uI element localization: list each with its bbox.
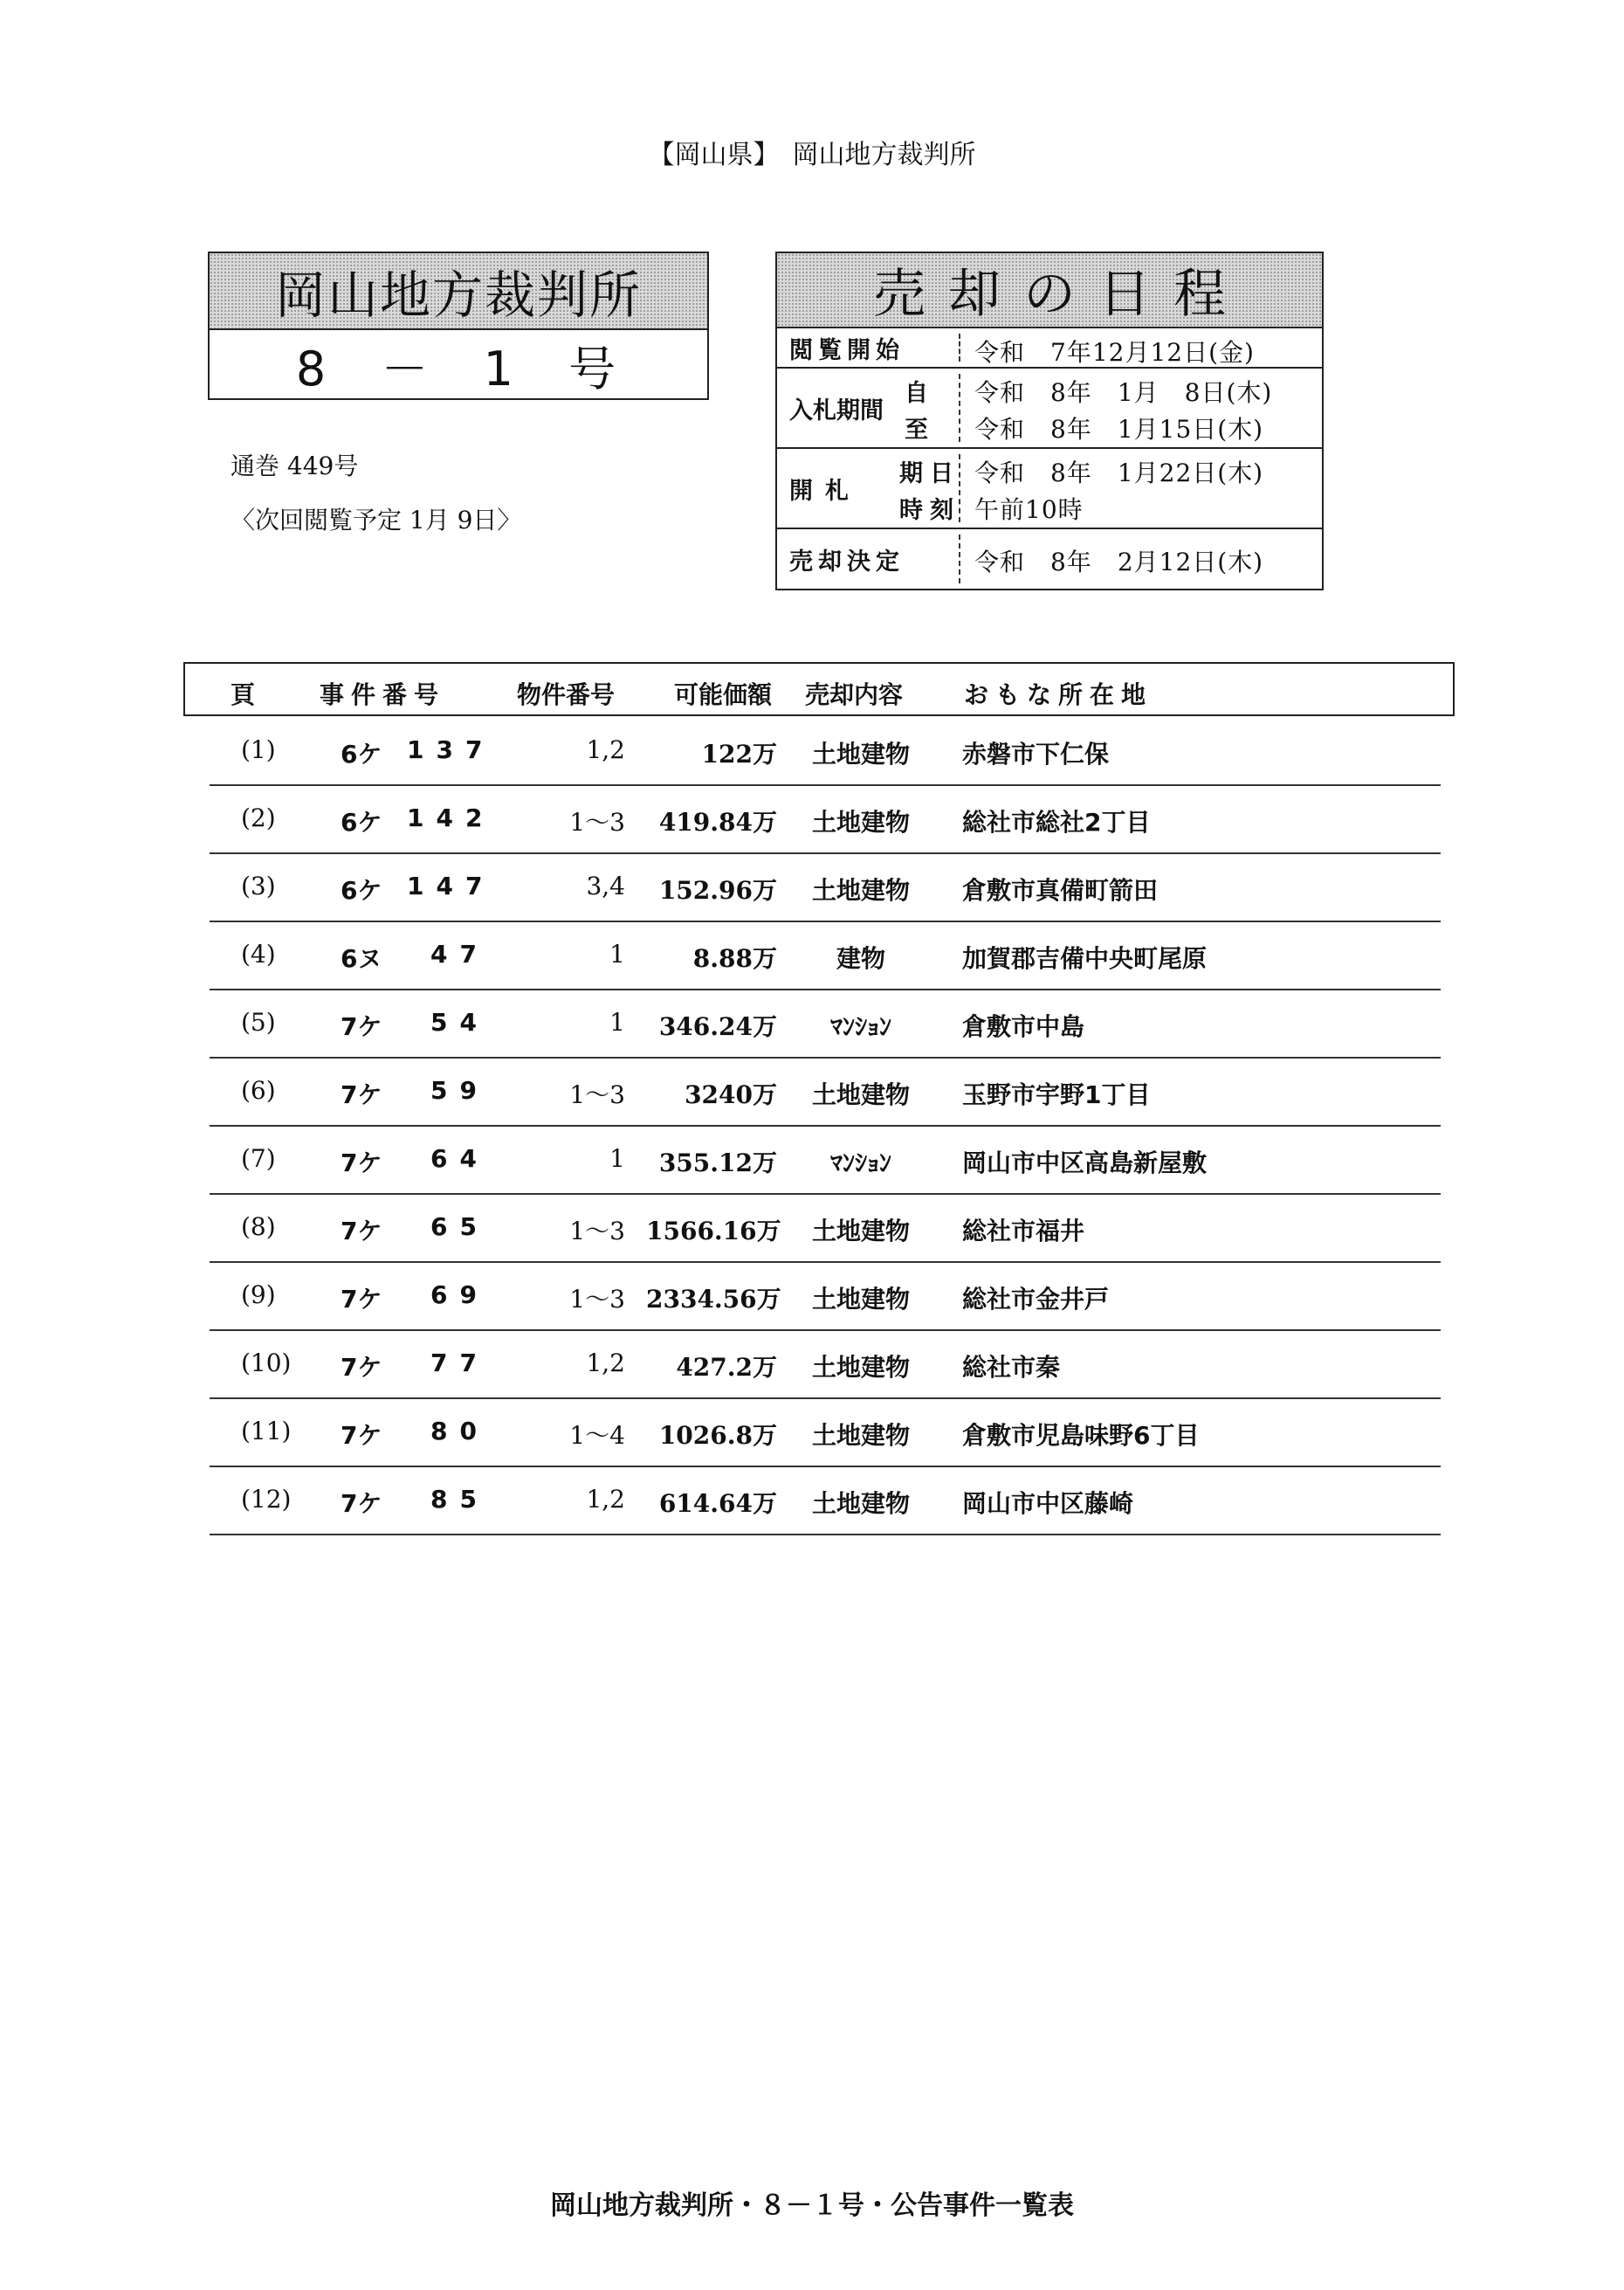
table-row [210, 1261, 1441, 1331]
court-title-box [208, 252, 709, 400]
row-case-number: 147 [407, 872, 495, 900]
sale-schedule-title: 売却の日程 [777, 253, 1322, 328]
volume-number: 通巻 449号 [231, 452, 359, 480]
row-location: 倉敷市真備町箭田 [962, 876, 1159, 905]
row-page: (7) [241, 1144, 276, 1173]
row-property-number: 1〜3 [569, 1285, 625, 1314]
row-location: 岡山市中区藤崎 [962, 1489, 1134, 1518]
dashed-separator [959, 535, 960, 583]
row-price: 152.96万 [658, 876, 777, 905]
page-header: 【岡山県】 岡山地方裁判所 [648, 140, 976, 170]
row-price: 355.12万 [658, 1148, 777, 1177]
bid-opening-label: 開札 [789, 477, 861, 505]
row-location: 総社市福井 [962, 1217, 1085, 1245]
schedule-row-bidding-period [777, 369, 1322, 449]
row-property-number: 1〜3 [569, 1217, 625, 1245]
schedule-row-viewing-start [777, 328, 1322, 369]
row-property-number: 1,2 [586, 1348, 625, 1377]
table-row [210, 1057, 1441, 1127]
court-name: 岡山地方裁判所 [210, 253, 707, 330]
row-case-number: 47 [430, 940, 489, 969]
opening-date-value: 令和 8年 1月22日(木) [974, 459, 1264, 487]
row-case-type: 7ケ [341, 1148, 382, 1177]
table-row [210, 989, 1441, 1059]
row-price: 3240万 [685, 1080, 777, 1109]
row-price: 1026.8万 [658, 1421, 777, 1450]
row-sale-content: 土地建物 [811, 876, 910, 905]
viewing-start-value: 令和 7年12月12日(金) [974, 338, 1255, 367]
row-case-type: 7ケ [341, 1217, 382, 1245]
row-case-number: 69 [430, 1280, 489, 1309]
row-case-type: 7ケ [341, 1421, 382, 1450]
row-price: 419.84万 [658, 808, 777, 837]
row-sale-content: 土地建物 [811, 1080, 910, 1109]
column-header-location: おもな所在地 [964, 680, 1153, 709]
table-row [210, 1125, 1441, 1195]
row-location: 岡山市中区高島新屋敷 [962, 1148, 1208, 1177]
bidding-from-value: 令和 8年 1月 8日(木) [974, 378, 1273, 407]
column-header-case-number: 事件番号 [320, 680, 446, 709]
row-property-number: 1〜3 [569, 1080, 625, 1109]
row-page: (3) [241, 872, 276, 900]
issue-number: 8 － 1 号 [295, 341, 622, 397]
table-row [210, 1397, 1441, 1467]
row-case-type: 6ケ [341, 876, 382, 905]
row-case-type: 7ケ [341, 1353, 382, 1382]
sale-decision-label: 売却決定 [789, 548, 905, 576]
row-case-type: 7ケ [341, 1012, 382, 1041]
listing-table-header [183, 662, 1455, 716]
sale-decision-value: 令和 8年 2月12日(木) [974, 548, 1264, 576]
row-sale-content: 土地建物 [811, 1421, 910, 1450]
row-case-number: 85 [430, 1485, 489, 1514]
bidding-period-label: 入札期間 [789, 397, 884, 424]
row-location: 倉敷市児島味野6丁目 [962, 1421, 1200, 1450]
row-property-number: 1,2 [586, 1485, 625, 1514]
column-header-page: 頁 [231, 680, 256, 709]
next-viewing-schedule: 〈次回閲覧予定 1月 9日〉 [231, 506, 522, 535]
table-row [210, 1466, 1441, 1535]
row-page: (1) [241, 735, 276, 764]
row-location: 総社市金井戸 [962, 1285, 1110, 1314]
row-case-type: 7ケ [341, 1080, 382, 1109]
row-location: 玉野市宇野1丁目 [962, 1080, 1151, 1109]
row-location: 赤磐市下仁保 [962, 740, 1110, 769]
row-page: (4) [241, 940, 276, 969]
row-page: (5) [241, 1008, 276, 1037]
row-sale-content: 土地建物 [811, 1285, 910, 1314]
dashed-separator [959, 454, 960, 522]
row-price: 346.24万 [658, 1012, 777, 1041]
row-page: (6) [241, 1076, 276, 1105]
column-header-price: 可能価額 [674, 680, 773, 709]
schedule-row-sale-decision [777, 529, 1322, 589]
row-sale-content: 土地建物 [811, 808, 910, 837]
row-property-number: 1〜4 [569, 1421, 625, 1450]
row-page: (12) [241, 1485, 292, 1514]
table-row [210, 784, 1441, 854]
table-row [210, 921, 1441, 990]
row-page: (2) [241, 804, 276, 832]
bidding-from-label: 自 [905, 380, 928, 407]
table-row [210, 1329, 1441, 1399]
bidding-to-label: 至 [905, 417, 928, 444]
row-case-number: 59 [430, 1076, 489, 1105]
row-sale-content: 土地建物 [811, 740, 910, 769]
row-location: 倉敷市中島 [962, 1012, 1085, 1041]
row-price: 614.64万 [658, 1489, 777, 1518]
row-case-number: 64 [430, 1144, 489, 1173]
row-case-number: 77 [430, 1348, 489, 1377]
row-property-number: 3,4 [586, 872, 625, 900]
row-property-number: 1〜3 [569, 808, 625, 837]
table-row [210, 1193, 1441, 1263]
row-case-number: 54 [430, 1008, 489, 1037]
row-case-number: 142 [407, 804, 495, 832]
table-row [210, 716, 1441, 786]
row-sale-content: ﾏﾝｼｮﾝ [829, 1148, 891, 1177]
row-page: (8) [241, 1212, 276, 1241]
row-price: 427.2万 [676, 1353, 777, 1382]
row-page: (11) [241, 1417, 292, 1445]
row-page: (10) [241, 1348, 292, 1377]
viewing-start-label: 閲覧開始 [789, 336, 905, 364]
opening-date-label: 期日 [899, 460, 960, 487]
page-footer: 岡山地方裁判所・８－１号・公告事件一覧表 [550, 2190, 1074, 2221]
row-page: (9) [241, 1280, 276, 1309]
row-sale-content: ﾏﾝｼｮﾝ [829, 1012, 891, 1041]
opening-time-label: 時刻 [899, 497, 960, 524]
row-property-number: 1 [609, 1144, 625, 1173]
row-property-number: 1 [609, 940, 625, 969]
schedule-row-bid-opening [777, 449, 1322, 529]
dashed-separator [959, 374, 960, 442]
sale-schedule-box [775, 252, 1324, 590]
row-sale-content: 土地建物 [811, 1217, 910, 1245]
row-sale-content: 土地建物 [811, 1489, 910, 1518]
table-row [210, 852, 1441, 922]
row-property-number: 1 [609, 1008, 625, 1037]
row-case-number: 137 [407, 735, 495, 764]
row-location: 加賀郡吉備中央町尾原 [962, 944, 1208, 973]
bidding-to-value: 令和 8年 1月15日(木) [974, 415, 1264, 444]
row-sale-content: 建物 [836, 944, 885, 973]
column-header-property-number: 物件番号 [517, 680, 616, 709]
row-price: 2334.56万 [646, 1285, 781, 1314]
row-property-number: 1,2 [586, 735, 625, 764]
row-location: 総社市総社2丁目 [962, 808, 1151, 837]
dashed-separator [959, 334, 960, 362]
row-price: 122万 [701, 740, 777, 769]
row-case-type: 7ケ [341, 1285, 382, 1314]
row-price: 1566.16万 [646, 1217, 781, 1245]
row-case-type: 6ケ [341, 740, 382, 769]
row-price: 8.88万 [692, 944, 777, 973]
opening-time-value: 午前10時 [974, 495, 1084, 524]
row-case-type: 7ケ [341, 1489, 382, 1518]
row-location: 総社市秦 [962, 1353, 1061, 1382]
row-case-number: 80 [430, 1417, 489, 1445]
row-case-type: 6ヌ [341, 944, 382, 973]
row-case-type: 6ケ [341, 808, 382, 837]
row-case-number: 65 [430, 1212, 489, 1241]
column-header-sale-content: 売却内容 [805, 680, 904, 709]
row-sale-content: 土地建物 [811, 1353, 910, 1382]
